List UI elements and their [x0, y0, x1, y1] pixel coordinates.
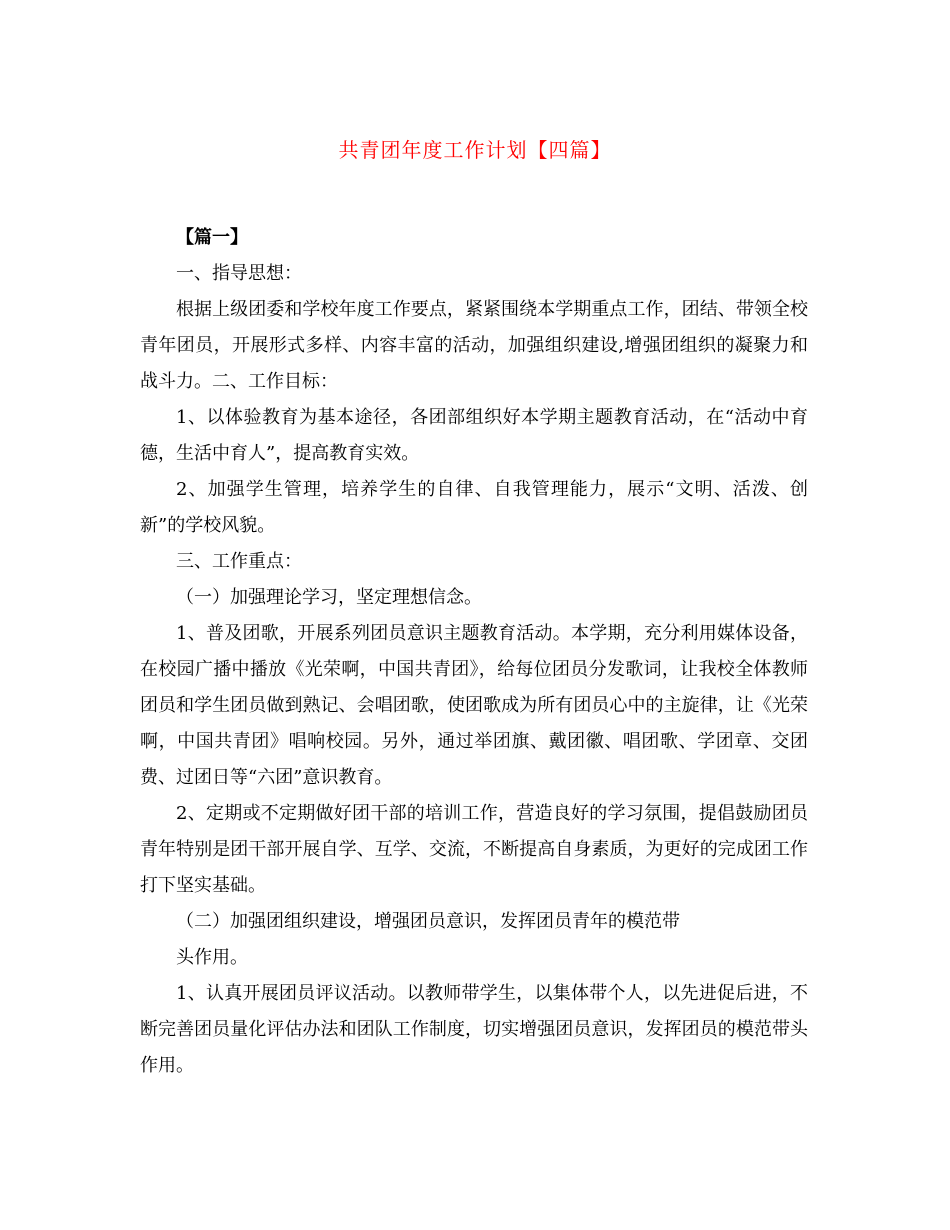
paragraph-continuation: 头作用。	[176, 947, 248, 968]
paragraph: 2、定期或不定期做好团干部的培训工作，营造良好的学习氛围，提倡鼓励团员青年特别是团干部开展自学、互学、交流，不断提高自身素质，为更好的完成团工作打下坚实基础。	[140, 803, 808, 896]
paragraph: 三、工作重点：	[176, 551, 302, 572]
section-heading: 【篇一】	[176, 227, 248, 248]
document-body	[140, 220, 808, 1084]
paragraph: 根据上级团委和学校年度工作要点，紧紧围绕本学期重点工作，团结、带领全校青年团员，开展形式多样、内容丰富的活动，加强组织建设,增强团组织的凝聚力和战斗力。二、工作目标：	[140, 299, 808, 392]
paragraph: （一）加强理论学习，坚定理想信念。	[176, 587, 482, 608]
paragraph: 1、以体验教育为基本途径，各团部组织好本学期主题教育活动，在“活动中育德，生活中育人”，提高教育实效。	[140, 407, 808, 464]
paragraph: 1、认真开展团员评议活动。以教师带学生，以集体带个人，以先进促后进，不断完善团员量化评估办法和团队工作制度，切实增强团员意识，发挥团员的模范带头作用。	[140, 983, 808, 1076]
paragraph: （二）加强团组织建设，增强团员意识，发挥团员青年的模范带	[176, 911, 680, 932]
paragraph: 1、普及团歌，开展系列团员意识主题教育活动。本学期，充分利用媒体设备，在校园广播中播放《光荣啊，中国共青团》，给每位团员分发歌词，让我校全体教师团员和学生团员做到熟记、会唱团歌，使团歌成为所有团员心中的主旋律，让《光荣啊，中国共青团》唱响校园。另外，通过举团旗、戴团徽、唱团歌、学团章、交团费、过团日等“六团”意识教育。	[140, 623, 808, 788]
paragraph: 2、加强学生管理，培养学生的自律、自我管理能力，展示“文明、活泼、创新”的学校风貌。	[140, 479, 808, 536]
paragraph: 一、指导思想：	[176, 263, 302, 284]
document-title: 共青团年度工作计划【四篇】	[338, 138, 612, 162]
